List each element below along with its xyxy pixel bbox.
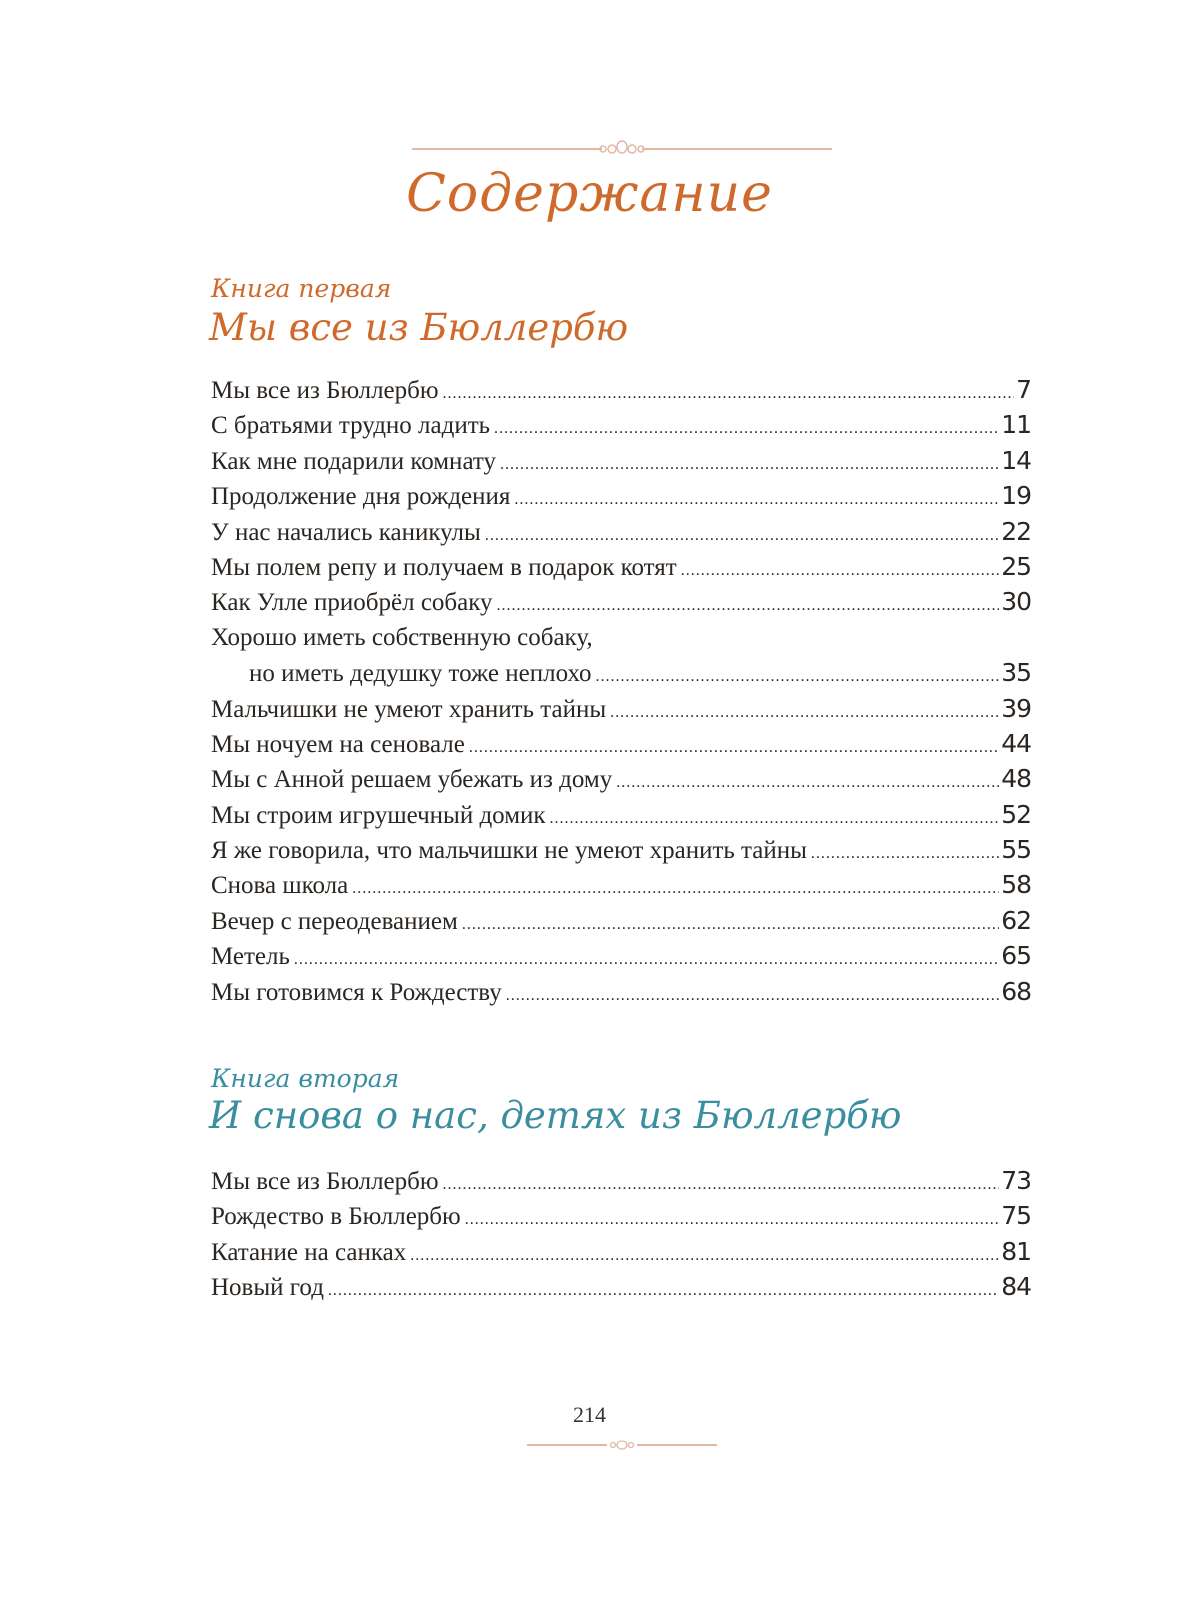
toc-entry-title: Мы полем репу и получаем в подарок котят	[211, 553, 677, 581]
toc-entry-title: Мы готовимся к Рождеству	[211, 978, 502, 1006]
toc-entry-page: 75	[1001, 1201, 1031, 1231]
toc-entry-page: 81	[1001, 1236, 1031, 1266]
bottom-ornament-divider	[527, 1437, 717, 1453]
toc-entry-page: 39	[1001, 693, 1031, 723]
toc-entry-title: Катание на санках	[211, 1238, 407, 1266]
toc-entry-title: Метель	[211, 943, 290, 971]
toc-dot-leader	[506, 978, 999, 1013]
toc-entry	[211, 797, 1031, 832]
toc-entry-title: Хорошо иметь собственную собаку,	[211, 623, 593, 651]
toc-entry	[211, 1198, 1031, 1233]
toc-entry-title: У нас начались каникулы	[211, 518, 481, 546]
toc-entry-title: Мы строим игрушечный домик	[211, 801, 546, 829]
toc-entry	[211, 549, 1031, 584]
toc-entry	[211, 407, 1031, 442]
toc-entry-page: 52	[1001, 799, 1031, 829]
toc-entry-title: Продолжение дня рождения	[211, 483, 511, 511]
toc-entry	[211, 903, 1031, 938]
book1-label: Книга первая	[211, 274, 392, 303]
toc-dot-leader	[514, 482, 999, 517]
toc-entry	[211, 478, 1031, 513]
toc-dot-leader	[610, 695, 999, 730]
book1-toc-list	[211, 372, 1031, 1009]
toc-entry-title: Как мне подарили комнату	[211, 447, 496, 475]
toc-dot-leader	[443, 376, 1015, 411]
toc-dot-leader	[352, 871, 999, 906]
toc-entry	[211, 726, 1031, 761]
book1-title: Мы все из Бюллербю	[209, 306, 629, 349]
toc-entry-title: Снова школа	[211, 872, 349, 900]
toc-entry	[211, 655, 1031, 690]
toc-dot-leader	[462, 907, 999, 942]
toc-entry-title: Мы ночуем на сеновале	[211, 730, 465, 758]
toc-dot-leader	[469, 730, 999, 765]
toc-entry-page: 68	[1001, 976, 1031, 1006]
toc-entry-page: 19	[1001, 481, 1031, 511]
toc-entry	[211, 514, 1031, 549]
toc-entry	[211, 761, 1031, 796]
toc-dot-leader	[328, 1273, 999, 1308]
toc-entry-title: Мальчишки не умеют хранить тайны	[211, 695, 607, 723]
toc-entry-title: Мы все из Бюллербю	[211, 1168, 439, 1195]
toc-entry-page: 62	[1001, 905, 1031, 935]
toc-entry-page: 25	[1001, 551, 1031, 581]
toc-entry-page: 58	[1001, 870, 1031, 900]
toc-dot-leader	[465, 1202, 1000, 1237]
toc-entry-title: Рождество в Бюллербю	[211, 1203, 461, 1231]
toc-entry	[211, 443, 1031, 478]
toc-entry-page: 84	[1001, 1272, 1031, 1302]
toc-entry	[211, 974, 1031, 1009]
toc-dot-leader	[616, 765, 999, 800]
toc-dot-leader	[485, 518, 999, 553]
toc-entry-page: 22	[1001, 516, 1031, 546]
top-ornament-divider	[412, 138, 832, 160]
toc-entry-title: С братьями трудно ладить	[211, 412, 491, 440]
toc-entry	[211, 584, 1031, 619]
toc-entry	[211, 938, 1031, 973]
toc-entry	[211, 691, 1031, 726]
toc-dot-leader	[294, 942, 999, 977]
toc-entry-page: 44	[1001, 728, 1031, 758]
toc-dot-leader	[497, 588, 1000, 623]
toc-entry-page: 55	[1001, 835, 1031, 865]
toc-entry-page: 14	[1001, 445, 1031, 475]
toc-entry-page: 35	[1001, 658, 1031, 688]
toc-dot-leader	[494, 411, 999, 446]
toc-entry-title: Как Улле приобрёл собаку	[211, 589, 493, 617]
toc-entry-title: Мы все из Бюллербю	[211, 377, 439, 404]
toc-entry	[211, 1269, 1031, 1304]
toc-entry-title: Вечер с переодеванием	[211, 907, 458, 935]
toc-entry-page: 48	[1001, 764, 1031, 794]
toc-entry-title: Мы с Анной решаем убежать из дому	[211, 766, 613, 794]
toc-dot-leader	[443, 1167, 1000, 1202]
toc-entry-page: 11	[1001, 410, 1031, 440]
toc-entry-page: 73	[1001, 1166, 1031, 1195]
toc-dot-leader	[811, 836, 999, 871]
toc-entry-page: 65	[1001, 941, 1031, 971]
toc-entry-page: 30	[1001, 587, 1031, 617]
toc-entry	[211, 620, 1031, 655]
book2-title: И снова о нас, детях из Бюллербю	[209, 1094, 902, 1137]
toc-dot-leader	[681, 553, 1000, 588]
toc-entry-title: Новый год	[211, 1274, 324, 1302]
toc-entry-title: но иметь дедушку тоже неплохо	[249, 660, 592, 688]
book2-toc-list	[211, 1163, 1031, 1305]
toc-entry	[211, 1234, 1031, 1269]
toc-dot-leader	[500, 447, 999, 482]
book2-label: Книга вторая	[211, 1064, 400, 1093]
toc-entry	[211, 832, 1031, 867]
page-number: 214	[573, 1402, 606, 1427]
toc-entry	[211, 372, 1031, 407]
toc-dot-leader	[550, 801, 1000, 836]
page-title: Содержание	[406, 164, 773, 224]
toc-entry	[211, 1163, 1031, 1198]
toc-entry-page: 7	[1016, 375, 1031, 404]
toc-entry-title: Я же говорила, что мальчишки не умеют хранить тайны	[211, 837, 807, 865]
toc-dot-leader	[410, 1238, 999, 1273]
toc-dot-leader	[596, 659, 1000, 694]
toc-entry	[211, 867, 1031, 902]
